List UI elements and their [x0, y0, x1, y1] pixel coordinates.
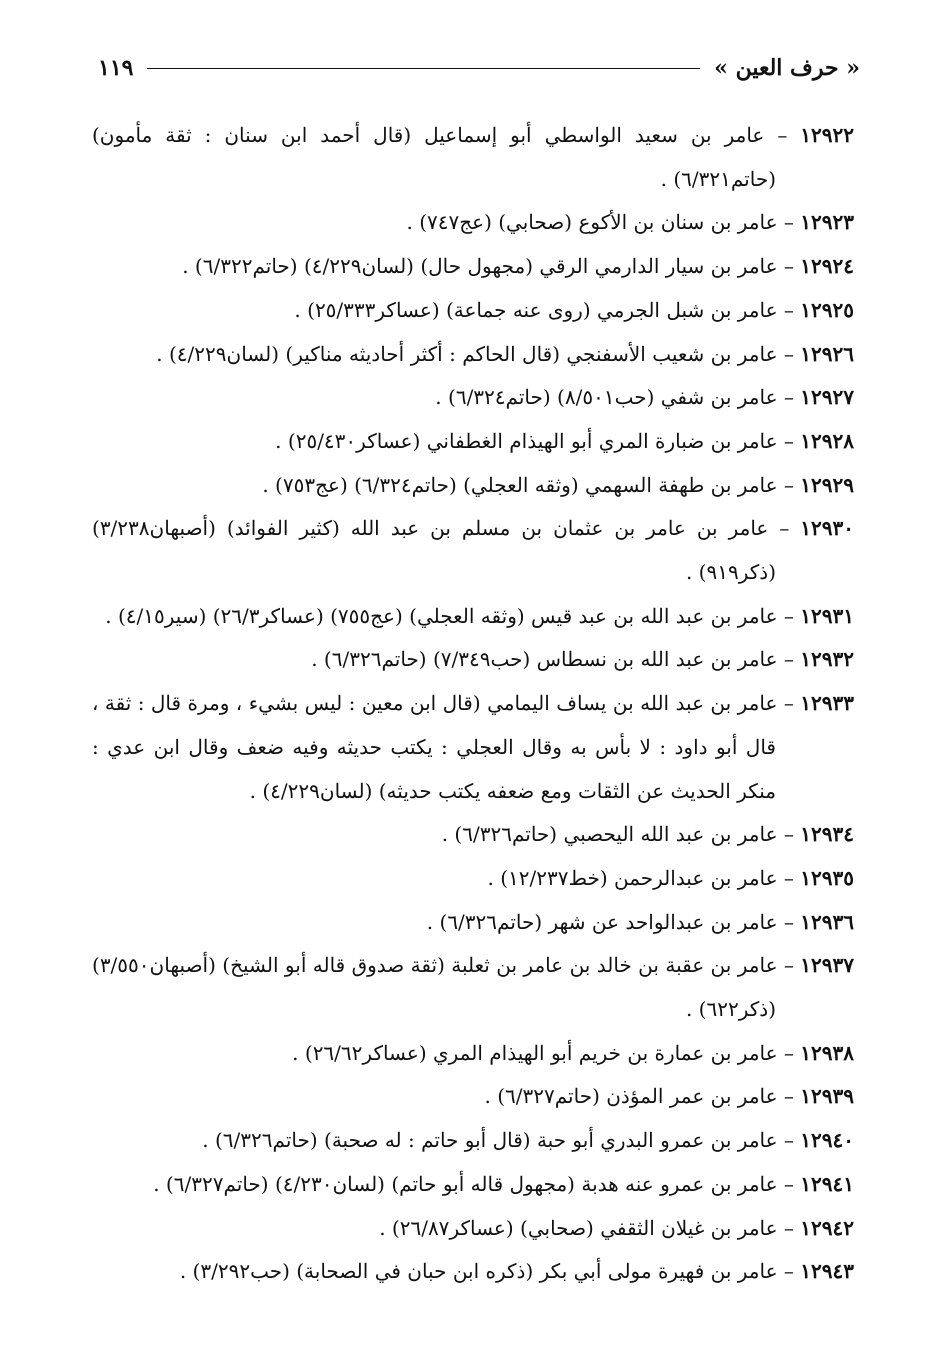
- entry-dash: –: [777, 691, 801, 716]
- entry-number: ١٢٩٣٧: [800, 953, 855, 978]
- entry-text: عامر بن شبل الجرمي (روى عنه جماعة) (عساكر٢٥/٣٣٣) .: [294, 297, 778, 322]
- entry-text: عامر بن عمر المؤذن (حاتم٦/٣٢٧) .: [484, 1084, 778, 1109]
- entry-number: ١٢٩٢٤: [800, 254, 854, 279]
- entry-number: ١٢٩٢٣: [800, 210, 854, 235]
- entry-number: ١٢٩٢٦: [800, 341, 854, 366]
- entry-dash: –: [777, 603, 801, 628]
- entry-number: ١٢٩٢٥: [800, 297, 854, 322]
- entry-number: ١٢٩٣١: [800, 603, 854, 628]
- entry-text: عامر بن عبد الله بن يساف اليمامي (قال ابن معين : ليس بشيء ، ومرة قال : ثقة ، قال أبو داود : لا بأس به وقال العجلي : يكتب حديثه وفيه ضعف وقال ابن عدي : منكر الحديث عن الثقات ومع ضعفه يكتب حديثه) (لسان٤/٢٢٩) .: [92, 691, 778, 803]
- entry-text: عامر بن عبدالرحمن (خط١٢/٢٣٧) .: [487, 865, 778, 890]
- biography-entry: [92, 289, 854, 333]
- entry-text: عامر بن سعيد الواسطي أبو إسماعيل (قال أحمد ابن سنان : ثقة مأمون) (حاتم٦/٣٢١) .: [92, 123, 776, 191]
- entry-dash: –: [777, 909, 801, 934]
- entry-text: عامر بن شفي (حب٨/٥٠١) (حاتم٦/٣٢٤) .: [435, 385, 778, 410]
- entry-text: عامر بن عقبة بن خالد بن عامر بن ثعلبة (ثقة صدوق قاله أبو الشيخ) (أصبهان٣/٥٥٠) (ذكر٦٢٢) .: [92, 953, 778, 1022]
- entry-number: ١٢٩٢٨: [800, 428, 854, 453]
- entry-dash: –: [777, 428, 801, 453]
- entry-dash: –: [777, 865, 801, 890]
- entry-text: عامر بن ضبارة المري أبو الهيذام الغطفاني (عساكر٢٥/٤٣٠) .: [275, 428, 778, 453]
- entry-dash: –: [777, 822, 801, 847]
- entry-dash: –: [777, 341, 801, 366]
- entry-text: عامر بن غيلان الثقفي (صحابي) (عساكر٢٦/٨٧) .: [379, 1215, 778, 1240]
- biography-entry: [92, 114, 854, 201]
- entry-text: عامر بن عبد الله بن عبد قيس (وثقه العجلي) (عج٧٥٥) (عساكر٢٦/٣) (سير٤/١٥) .: [105, 603, 778, 628]
- entry-dash: –: [768, 516, 801, 541]
- entry-text: عامر بن عبد الله اليحصبي (حاتم٦/٣٢٦) .: [441, 822, 778, 847]
- entry-dash: –: [777, 472, 801, 497]
- biography-entry: [92, 420, 854, 464]
- biography-entry: [92, 333, 854, 377]
- entry-number: ١٢٩٤٣: [800, 1259, 854, 1284]
- entry-number: ١٢٩٣٣: [800, 691, 854, 716]
- header-rule: [147, 68, 700, 69]
- entry-dash: –: [777, 953, 801, 978]
- entry-number: ١٢٩٣٠: [800, 516, 854, 541]
- entry-text: عامر بن عمرو البدري أبو حبة (قال أبو حاتم : له صحبة) (حاتم٦/٣٢٦) .: [202, 1128, 778, 1153]
- entry-text: عامر بن طهفة السهمي (وثقه العجلي) (حاتم٦/٣٢٤) (عج٧٥٣) .: [262, 472, 778, 497]
- entry-dash: –: [777, 210, 801, 235]
- biography-entry: [92, 638, 854, 682]
- entry-dash: –: [777, 647, 801, 672]
- biography-entry: [92, 682, 854, 813]
- entry-number: ١٢٩٤١: [800, 1171, 854, 1196]
- biography-entry: [92, 1075, 854, 1119]
- entry-dash: –: [777, 1040, 801, 1065]
- entry-dash: –: [777, 1215, 801, 1240]
- entry-dash: –: [777, 1084, 801, 1109]
- entry-list: [92, 114, 854, 1294]
- entry-number: ١٢٩٢٩: [800, 472, 854, 497]
- biography-entry: [92, 944, 854, 1031]
- biography-entry: [92, 376, 854, 420]
- entry-number: ١٢٩٣٥: [800, 865, 854, 890]
- biography-entry: [92, 857, 854, 901]
- entry-dash: –: [777, 297, 801, 322]
- entry-text: عامر بن سنان بن الأكوع (صحابي) (عج٧٤٧) .: [406, 210, 778, 235]
- entry-text: عامر بن عبدالواحد عن شهر (حاتم٦/٣٢٦) .: [426, 909, 778, 934]
- entry-dash: –: [764, 123, 801, 147]
- entry-number: ١٢٩٣٩: [800, 1084, 854, 1109]
- biography-entry: [92, 813, 854, 857]
- entry-number: ١٢٩٤٠: [800, 1128, 854, 1153]
- entry-text: عامر بن عامر بن عثمان بن مسلم بن عبد الله (كثير الفوائد) (أصبهان٣/٢٣٨) (ذكر٩١٩) .: [92, 516, 776, 585]
- biography-entry: [92, 1250, 854, 1294]
- biography-entry: [92, 507, 854, 594]
- entry-number: ١٢٩٣٨: [800, 1040, 854, 1065]
- biography-entry: [92, 1207, 854, 1251]
- biography-entry: [92, 245, 854, 289]
- entry-text: عامر بن عمارة بن خريم أبو الهيذام المري (عساكر٢٦/٦٢) .: [292, 1040, 778, 1065]
- biography-entry: [92, 464, 854, 508]
- entry-dash: –: [777, 254, 801, 279]
- entry-number: ١٢٩٢٢: [800, 123, 855, 147]
- entry-dash: –: [777, 1171, 801, 1196]
- entry-dash: –: [777, 385, 801, 410]
- page-header: [98, 48, 860, 88]
- entry-number: ١٢٩٣٢: [800, 647, 854, 672]
- entry-text: عامر بن شعيب الأسفنجي (قال الحاكم : أكثر أحاديثه مناكير) (لسان٤/٢٢٩) .: [156, 341, 778, 366]
- entry-dash: –: [777, 1128, 801, 1153]
- entry-text: عامر بن عمرو عنه هدبة (مجهول قاله أبو حاتم) (لسان٤/٢٣٠) (حاتم٦/٣٢٧) .: [153, 1171, 778, 1196]
- entry-dash: –: [777, 1259, 801, 1284]
- biography-entry: [92, 1163, 854, 1207]
- entry-text: عامر بن عبد الله بن نسطاس (حب٧/٣٤٩) (حاتم٦/٣٢٦) .: [311, 647, 778, 672]
- biography-entry: [92, 901, 854, 945]
- entry-text: عامر بن سيار الدارمي الرقي (مجهول حال) (لسان٤/٢٢٩) (حاتم٦/٣٢٢) .: [182, 254, 778, 279]
- biography-entry: [92, 201, 854, 245]
- page-number: ١١٩: [98, 55, 134, 81]
- entry-number: ١٢٩٣٦: [800, 909, 854, 934]
- biography-entry: [92, 595, 854, 639]
- entry-number: ١٢٩٣٤: [800, 822, 854, 847]
- biography-entry: [92, 1032, 854, 1076]
- entry-text: عامر بن فهيرة مولى أبي بكر (ذكره ابن حبان في الصحابة) (حب٣/٢٩٢) .: [179, 1259, 778, 1284]
- biography-entry: [92, 1119, 854, 1163]
- running-head: « حرف العين »: [714, 55, 860, 81]
- entry-number: ١٢٩٤٢: [800, 1215, 854, 1240]
- entry-number: ١٢٩٢٧: [800, 385, 854, 410]
